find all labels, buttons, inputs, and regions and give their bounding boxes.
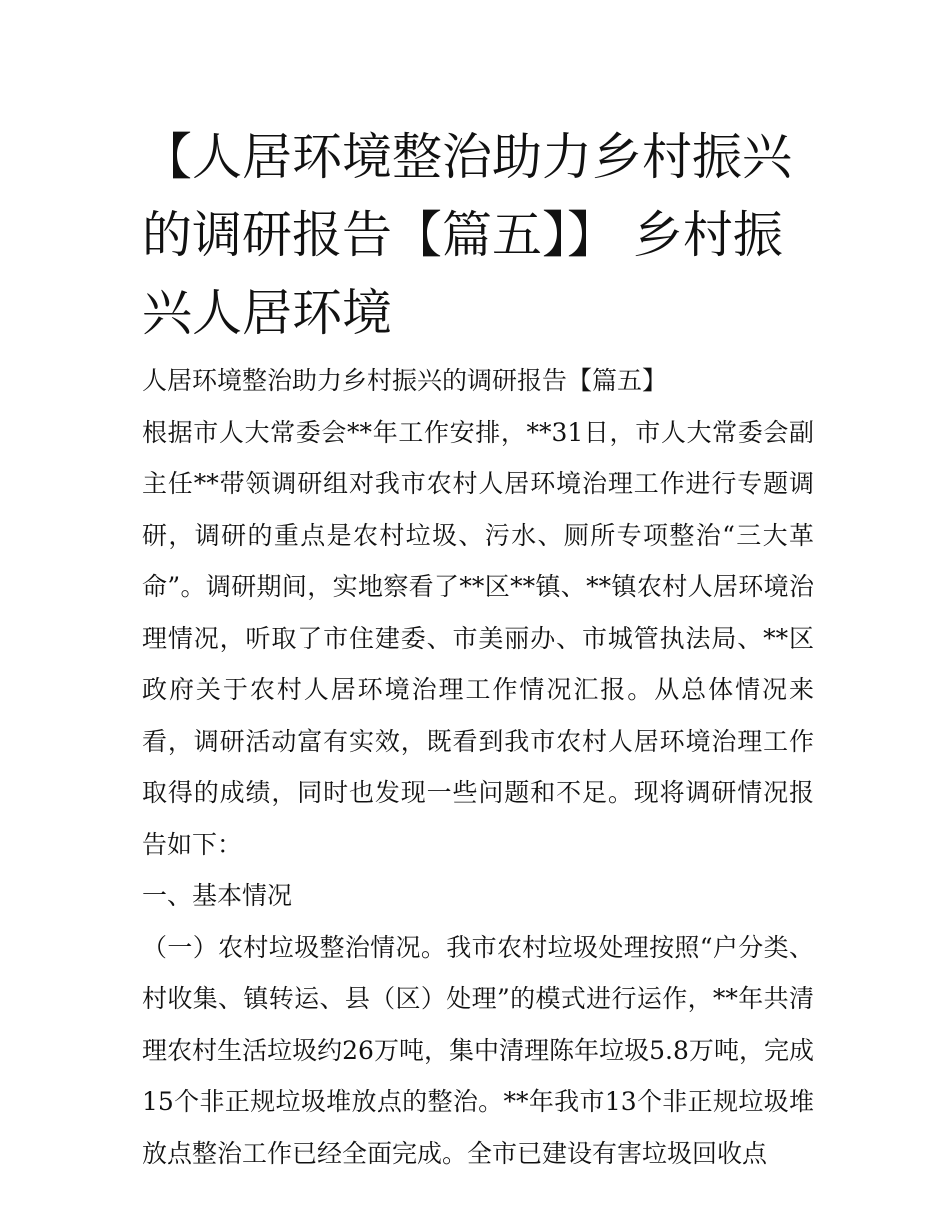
document-title: 【人居环境整治助力乡村振兴的调研报告【篇五】】 乡村振兴人居环境 [142,128,792,342]
section-heading: 一、基本情况 [142,881,293,910]
paragraph-garbage: （一）农村垃圾整治情况。我市农村垃圾处理按照“户分类、村收集、镇转运、县（区）处理”的模式进行运作，**年共清理农村生活垃圾约26万吨，集中清理陈年垃圾5.8万吨，完成15个非正规垃圾堆放点的整治。**年我市13个非正规垃圾堆放点整治工作已经全面完成。全市已建设有害垃圾回收点 [142,932,814,1168]
paragraph-intro: 根据市人大常委会**年工作安排，**31日，市人大常委会副主任**带领调研组对我市农村人居环境治理工作进行专题调研，调研的重点是农村垃圾、污水、厕所专项整治“三大革命”。调研期间，实地察看了**区**镇、**镇农村人居环境治理情况，听取了市住建委、市美丽办、市城管执法局、**区政府关于农村人居环境治理工作情况汇报。从总体情况来看，调研活动富有实效，既看到我市农村人居环境治理工作取得的成绩，同时也发现一些问题和不足。现将调研情况报告如下： [142,417,814,859]
paragraph-subtitle: 人居环境整治助力乡村振兴的调研报告【篇五】 [142,366,668,395]
document-body [142,355,814,1179]
